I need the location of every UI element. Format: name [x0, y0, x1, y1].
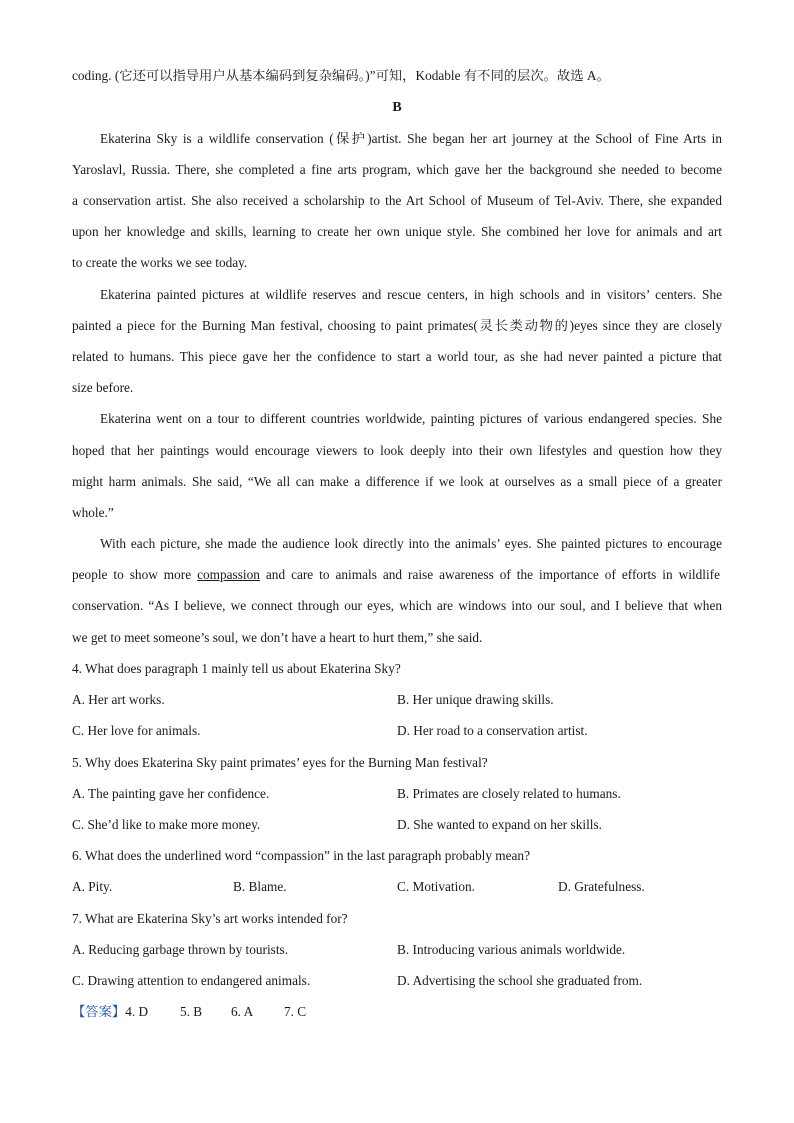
- option-d[interactable]: D. Her road to a conservation artist.: [397, 723, 588, 738]
- passage-line: With each picture, she made the audience look directly into the animals’ eyes. She painted pictures to encourage: [100, 536, 722, 551]
- option-c[interactable]: C. Motivation.: [397, 879, 475, 894]
- passage-line: people to show more compassion and care to animals and raise awareness of the importance of efforts in wildlife: [72, 567, 720, 582]
- passage-line: a conservation artist. She also received a scholarship to the Art School of Museum of Tel-Aviv. There, she expanded: [72, 193, 722, 208]
- option-a[interactable]: A. Her art works.: [72, 692, 165, 707]
- answer-line: [72, 1004, 148, 1020]
- passage-line: might harm animals. She said, “We all can make a difference if we look at ourselves as a small piece of a greater: [72, 474, 722, 489]
- option-c[interactable]: C. Her love for animals.: [72, 723, 201, 738]
- option-c[interactable]: C. She’d like to make more money.: [72, 817, 261, 832]
- passage-line: upon her knowledge and skills, learning to create her own unique style. She combined her love for animals and art: [72, 224, 722, 239]
- option-d[interactable]: D. Advertising the school she graduated from.: [397, 973, 643, 988]
- passage-line: Ekaterina Sky is a wildlife conservation (保护)artist. She began her art journey at the School of Fine Arts in: [100, 131, 722, 146]
- option-a[interactable]: A. The painting gave her confidence.: [72, 786, 270, 801]
- passage-line: painted a piece for the Burning Man festival, choosing to paint primates(灵长类动物的)eyes since they are closely: [72, 318, 722, 333]
- passage-line: whole.”: [72, 505, 114, 520]
- answer-item: 5. B: [180, 1004, 203, 1019]
- question-stem: 5. Why does Ekaterina Sky paint primates’ eyes for the Burning Man festival?: [72, 755, 488, 770]
- option-a[interactable]: A. Reducing garbage thrown by tourists.: [72, 942, 289, 957]
- passage-line: hoped that her paintings would encourage viewers to look deeply into their own lifestyles and question how they: [72, 443, 722, 458]
- option-d[interactable]: D. Gratefulness.: [558, 879, 645, 894]
- option-d[interactable]: D. She wanted to expand on her skills.: [397, 817, 602, 832]
- question-stem: 4. What does paragraph 1 mainly tell us about Ekaterina Sky?: [72, 661, 401, 676]
- option-b[interactable]: B. Primates are closely related to humans.: [397, 786, 621, 801]
- question-stem: 6. What does the underlined word “compassion” in the last paragraph probably mean?: [72, 848, 530, 863]
- passage-line: to create the works we see today.: [72, 255, 248, 270]
- section-heading: B: [392, 100, 402, 115]
- answer-label: 【答案】: [72, 1004, 126, 1019]
- underlined-word: compassion: [197, 567, 260, 582]
- answer-item: 4. D: [125, 1004, 149, 1019]
- passage-line: size before.: [72, 380, 134, 395]
- passage-line: conservation. “As I believe, we connect through our eyes, which are windows into our soul, and I believe that when: [72, 598, 722, 613]
- option-b[interactable]: B. Introducing various animals worldwide.: [397, 942, 626, 957]
- question-stem: 7. What are Ekaterina Sky’s art works intended for?: [72, 911, 348, 926]
- option-b[interactable]: B. Her unique drawing skills.: [397, 692, 554, 707]
- passage-line: we get to meet someone’s soul, we don’t have a heart to hurt them,” she said.: [72, 630, 483, 645]
- passage-line: Ekaterina went on a tour to different countries worldwide, painting pictures of various endangered species. She: [100, 411, 722, 426]
- option-b[interactable]: B. Blame.: [233, 879, 287, 894]
- passage-line: related to humans. This piece gave her the confidence to start a world tour, as she had never painted a picture that: [72, 349, 722, 364]
- intro-line: coding. (它还可以指导用户从基本编码到复杂编码。)”可知，Kodable 有不同的层次。故选 A。: [72, 68, 610, 83]
- passage-line: Ekaterina painted pictures at wildlife reserves and rescue centers, in high schools and in visitors’ centers. She: [100, 287, 722, 302]
- option-a[interactable]: A. Pity.: [72, 879, 113, 894]
- option-c[interactable]: C. Drawing attention to endangered animals.: [72, 973, 311, 988]
- answer-item: 7. C: [284, 1004, 307, 1019]
- passage-line: Yaroslavl, Russia. There, she completed a fine arts program, which gave her the background she needed to become: [72, 162, 722, 177]
- answer-item: 6. A: [231, 1004, 254, 1019]
